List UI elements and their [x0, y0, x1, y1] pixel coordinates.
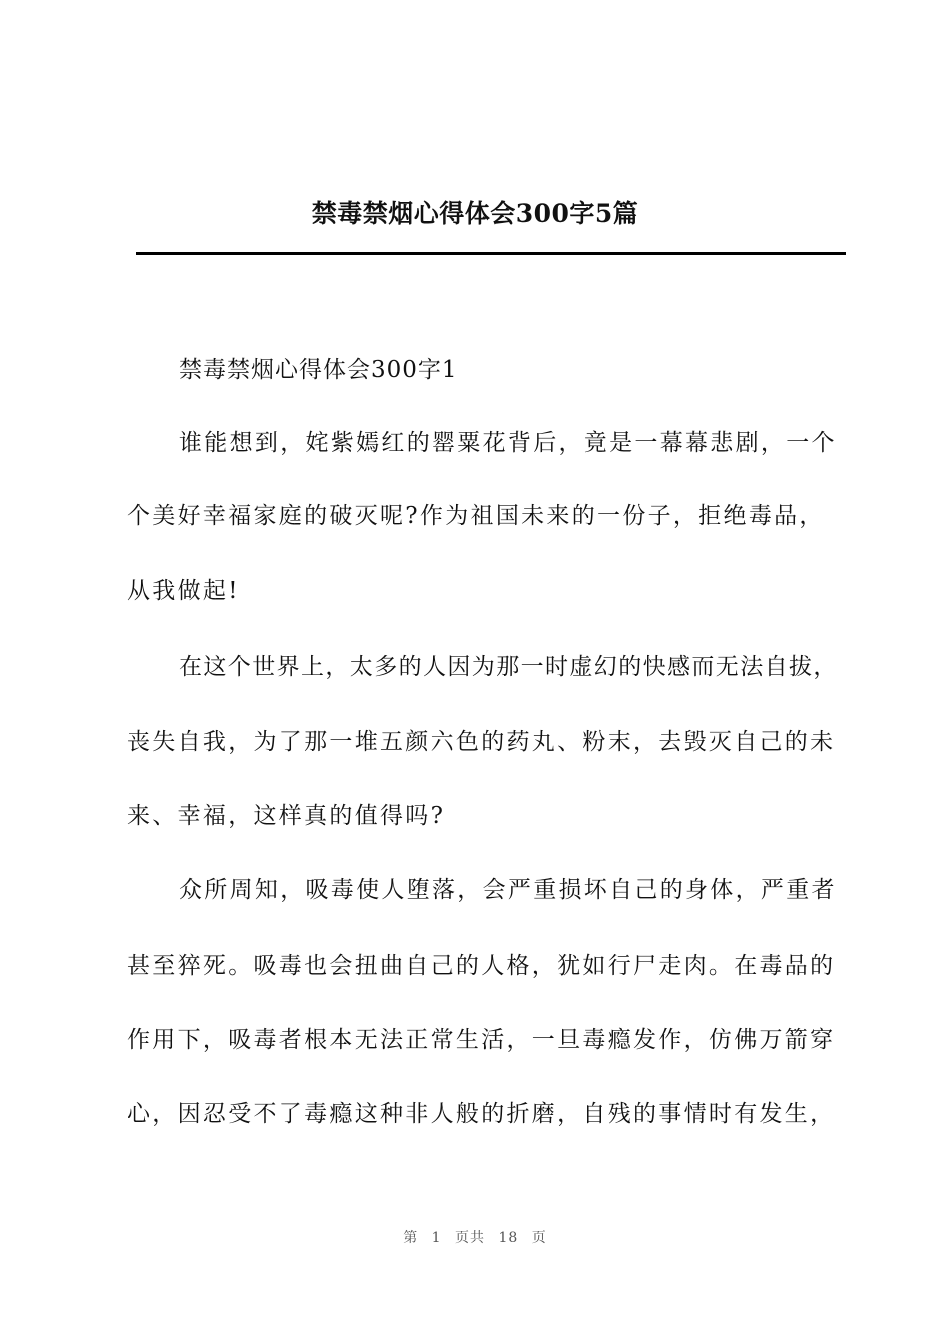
paragraph-line: 众所周知，吸毒使人堕落，会严重损坏自己的身体，严重者	[179, 877, 837, 903]
paragraph-line: 在这个世界上，太多的人因为那一时虚幻的快感而无法自拔，	[179, 654, 838, 680]
document-title: 禁毒禁烟心得体会300字5篇	[311, 199, 639, 228]
paragraph-line: 从我做起!	[127, 578, 240, 604]
page-number-footer: 第 1 页共 18 页	[403, 1230, 547, 1246]
paragraph-line: 作用下，吸毒者根本无法正常生活，一旦毒瘾发作，仿佛万箭穿	[127, 1027, 836, 1053]
paragraph-line: 谁能想到，姹紫嫣红的罂粟花背后，竟是一幕幕悲剧，一个	[179, 430, 837, 456]
section-heading: 禁毒禁烟心得体会300字1	[179, 357, 458, 383]
paragraph-line: 来、幸福，这样真的值得吗?	[127, 803, 446, 829]
paragraph-line: 甚至猝死。吸毒也会扭曲自己的人格，犹如行尸走肉。在毒品的	[127, 953, 836, 979]
paragraph-line: 个美好幸福家庭的破灭呢?作为祖国未来的一份子，拒绝毒品，	[127, 503, 825, 529]
title-underline	[136, 252, 846, 255]
paragraph-line: 丧失自我，为了那一堆五颜六色的药丸、粉末，去毁灭自己的未	[127, 729, 836, 755]
paragraph-line: 心，因忍受不了毒瘾这种非人般的折磨，自残的事情时有发生，	[127, 1101, 836, 1127]
